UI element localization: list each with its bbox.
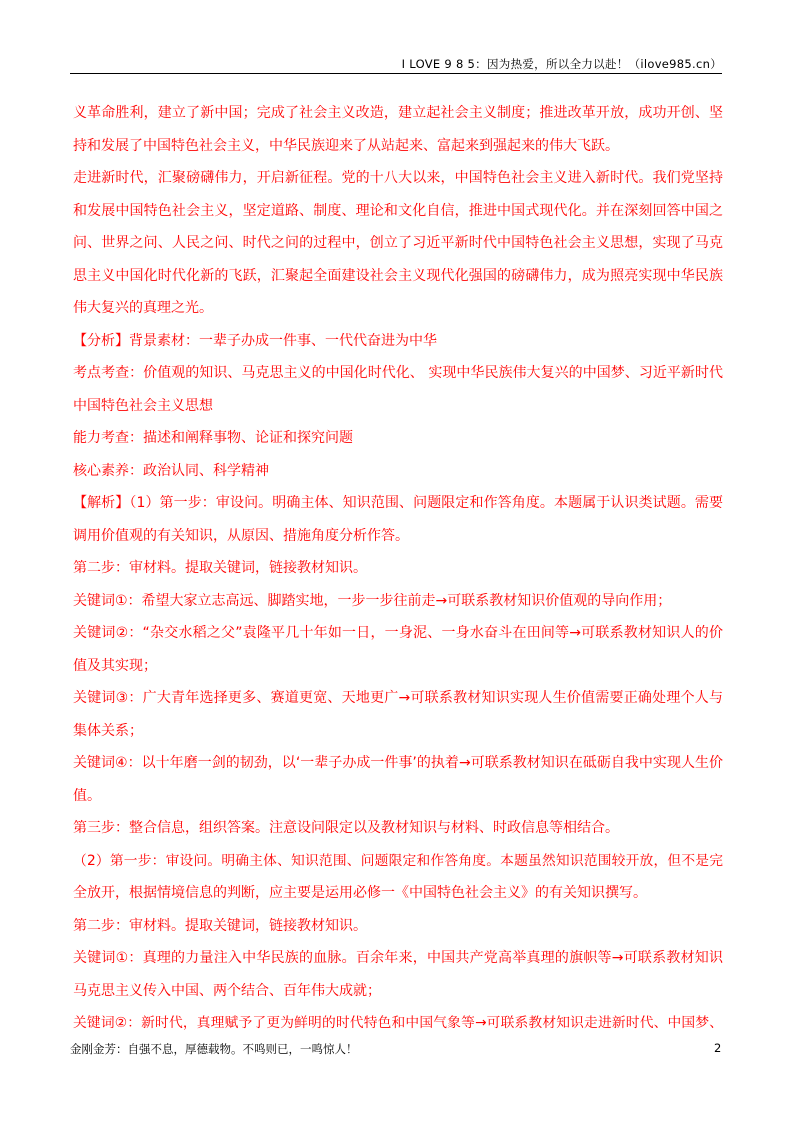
- text-line: 马克思主义传入中国、两个结合、百年伟大成就；: [73, 982, 381, 999]
- text-line: 思主义中国化时代化新的飞跃，汇聚起全面建设社会主义现代化强国的磅礴伟力，成为照亮实现中华民族: [73, 267, 723, 284]
- text-line: 持和发展了中国特色社会主义，中华民族迎来了从站起来、富起来到强起来的伟大飞跃。: [73, 137, 619, 154]
- text-line: 中国特色社会主义思想: [73, 397, 213, 414]
- text-line: 第三步：整合信息，组织答案。注意设问限定以及教材知识与材料、时政信息等相结合。: [73, 820, 619, 836]
- text-line: 全放开，根据情境信息的判断，应主要是运用必修一《中国特色社会主义》的有关知识撰写。: [73, 885, 647, 901]
- text-line: 能力考查：描述和阐释事物、论证和探究问题: [73, 430, 353, 446]
- text-line: 问、世界之问、人民之问、时代之问的过程中，创立了习近平新时代中国特色社会主义思想，实现了马克: [73, 235, 723, 251]
- text-line: 关键词①：希望大家立志高远、脚踏实地，一步一步往前走→可联系教材知识价值观的导向作用；: [73, 592, 672, 609]
- text-line: 调用价值观的有关知识，从原因、措施角度分析作答。: [73, 527, 409, 544]
- footer-motto: 金刚金芳：自强不息，厚德载物。不鸣则已，一鸣惊人！: [70, 1042, 358, 1056]
- page-header: I LOVE 9 8 5：因为热爱，所以全力以赴！（ilove985.cn）: [401, 57, 722, 71]
- text-line: 【分析】背景素材：一辈子办成一件事、一代代奋进为中华: [73, 332, 437, 349]
- text-line: 关键词④：以十年磨一剑的韧劲，以‘一辈子办成一件事’的执着→可联系教材知识在砥砺自我中实现人生价: [73, 755, 723, 771]
- text-line: 集体关系；: [73, 722, 143, 739]
- answer-analysis-body: [73, 97, 723, 1040]
- text-line: 走进新时代，汇聚磅礴伟力，开启新征程。党的十八大以来，中国特色社会主义进入新时代。我们党坚持: [73, 170, 723, 186]
- text-line: 值。: [73, 787, 101, 804]
- text-line: 关键词②：“杂交水稻之父”袁隆平几十年如一日，一身泥、一身水奋斗在田间等→可联系教材知识人的价: [73, 625, 723, 641]
- text-line: 考点考查：价值观的知识、马克思主义的中国化时代化、 实现中华民族伟大复兴的中国梦、习近平新时代: [73, 365, 723, 381]
- text-line: 关键词①：真理的力量注入中华民族的血脉。百余年来，中国共产党高举真理的旗帜等→可联系教材知识: [73, 950, 723, 966]
- page-number: 2: [714, 1041, 722, 1055]
- text-line: 值及其实现；: [73, 657, 157, 674]
- header-divider: [70, 73, 722, 74]
- text-line: 义革命胜利，建立了新中国；完成了社会主义改造，建立起社会主义制度；推进改革开放，成功开创、坚: [73, 105, 723, 121]
- text-line: （2）第一步：审设问。明确主体、知识范围、问题限定和作答角度。本题虽然知识范围较开放，但不是完: [73, 852, 723, 869]
- text-line: 关键词②：新时代，真理赋予了更为鲜明的时代特色和中国气象等→可联系教材知识走进新时代、中国梦、: [73, 1015, 723, 1031]
- text-line: 第二步：审材料。提取关键词，链接教材知识。: [73, 560, 367, 576]
- text-line: 和发展中国特色社会主义，坚定道路、制度、理论和文化自信，推进中国式现代化。并在深刻回答中国之: [73, 202, 723, 219]
- text-line: 【解析】（1）第一步：审设问。明确主体、知识范围、问题限定和作答角度。本题属于认识类试题。需要: [73, 495, 723, 511]
- text-line: 第二步：审材料。提取关键词，链接教材知识。: [73, 917, 367, 934]
- text-line: 核心素养：政治认同、科学精神: [73, 462, 269, 479]
- text-line: 伟大复兴的真理之光。: [73, 300, 213, 316]
- text-line: 关键词③：广大青年选择更多、赛道更宽、天地更广→可联系教材知识实现人生价值需要正确处理个人与: [73, 690, 723, 706]
